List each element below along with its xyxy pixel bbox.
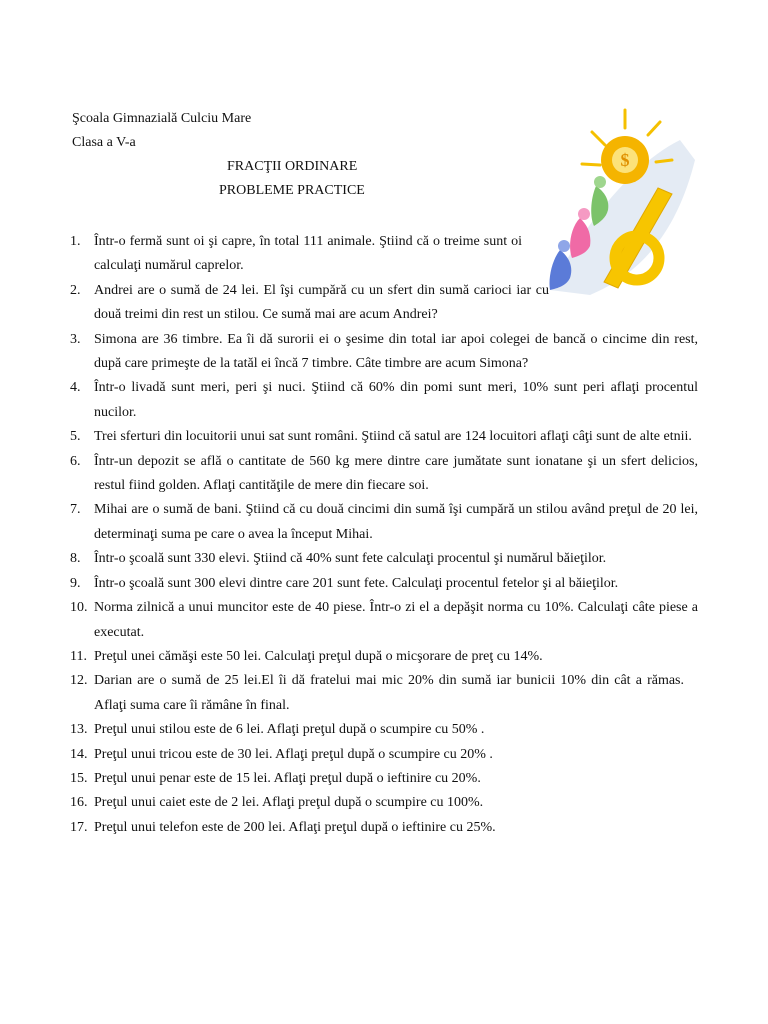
list-item [70,767,594,791]
list-item [70,596,698,645]
problem-number: 15. [70,770,88,786]
problem-text: Într-un depozit se află o cantitate de 560 kg mere dintre care jumătate sunt ionatane şi un sfert delicios, restul fiind golden. Aflaţi cantităţile de mere din fiecare soi. [94,453,698,494]
problem-number: 12. [70,673,88,689]
problem-number: 17. [70,819,88,835]
problem-number: 13. [70,722,88,738]
list-item [70,328,698,377]
list-item [70,450,698,499]
problem-number: 16. [70,795,88,811]
list-item [70,498,698,547]
class-label: Clasa a V-a [72,135,136,150]
list-item [70,816,614,840]
problem-text: Într-o fermă sunt oi şi capre, în total 111 animale. Ştiind că o treime sunt oi calculaţi numărul caprelor. [94,234,522,274]
list-item [70,279,549,328]
list-item [70,425,698,449]
problem-number: 5. [70,429,81,445]
problem-number: 11. [70,648,87,664]
problem-text: Norma zilnică a unui muncitor este de 40 piese. Într-o zi el a depăşit norma cu 10%. Calculaţi câte piese a executat. [94,600,698,640]
problem-number: 10. [70,600,88,616]
problem-number: 4. [70,380,81,396]
list-item [70,791,594,815]
svg-text:$: $ [620,150,630,170]
list-item [70,669,684,718]
problem-number: 7. [70,502,81,518]
problem-text: Darian are o sumă de 25 lei.El îi dă fratelui mai mic 20% din sumă iar bunicii 10% din cât a rămas. Aflaţi suma care îi rămâne în final. [94,673,684,713]
problem-number: 6. [70,453,81,469]
list-item [70,230,522,279]
problem-number: 9. [70,575,81,591]
problem-number: 8. [70,551,81,567]
worksheet-title: FRACŢII ORDINARE [227,159,358,174]
problem-text: Andrei are o sumă de 24 lei. El îşi cumpără cu un sfert din sumă carioci iar cu două treimi din rest un stilou. Ce sumă mai are acum Andrei? [94,282,549,323]
problem-text: Într-o livadă sunt meri, peri şi nuci. Ştiind că 60% din pomi sunt meri, 10% sunt peri aflaţi procentul nucilor. [94,380,698,420]
problem-text: Într-o şcoală sunt 300 elevi dintre care 201 sunt fete. Calculaţi procentul fetelor şi al băieţilor. [94,575,619,591]
problem-text: Preţul unui caiet este de 2 lei. Aflaţi preţul după o scumpire cu 100%. [94,795,484,811]
problem-number: 3. [70,331,81,347]
problem-text: Preţul unui tricou este de 30 lei. Aflaţi preţul după o scumpire cu 20% . [94,746,493,762]
list-item [70,743,614,767]
problem-text: Trei sferturi din locuitorii unui sat sunt români. Ştiind că satul are 124 locuitori aflaţi câţi sunt de alte etnii. [94,429,692,445]
list-item [70,645,698,669]
problem-text: Preţul unui telefon este de 200 lei. Aflaţi preţul după o ieftinire cu 25%. [94,819,496,835]
problem-number: 1. [70,234,81,249]
problem-text: Preţul unui penar este de 15 lei. Aflaţi preţul după o ieftinire cu 20%. [94,770,481,786]
list-item [70,718,614,742]
problem-number: 2. [70,282,81,298]
list-item [70,547,698,571]
problem-text: Preţul unei cămăşi este 50 lei. Calculaţi preţul după o micşorare de preţ cu 14%. [94,648,543,664]
problem-list [70,230,698,840]
problem-number: 14. [70,746,88,762]
problem-text: Simona are 36 timbre. Ea îi dă surorii ei o şesime din total iar apoi colegei de bancă o cincime din rest, după care primeşte de la tatăl ei încă 7 timbre. Câte timbre are acum Simona? [94,331,698,372]
problem-text: Preţul unui stilou este de 6 lei. Aflaţi preţul după o scumpire cu 50% . [94,722,485,738]
problem-text: Într-o şcoală sunt 330 elevi. Ştiind că 40% sunt fete calculaţi procentul şi numărul băieţilor. [94,551,607,567]
worksheet-subtitle: PROBLEME PRACTICE [219,183,365,198]
list-item [70,572,698,596]
list-item [70,376,698,425]
problem-text: Mihai are o sumă de bani. Ştiind că cu două cincimi din sumă îşi cumpără un stilou având preţul de 20 lei, determinaţi suma pe care o avea la început Mihai. [94,502,698,542]
school-name: Şcoala Gimnazială Culciu Mare [72,111,252,126]
